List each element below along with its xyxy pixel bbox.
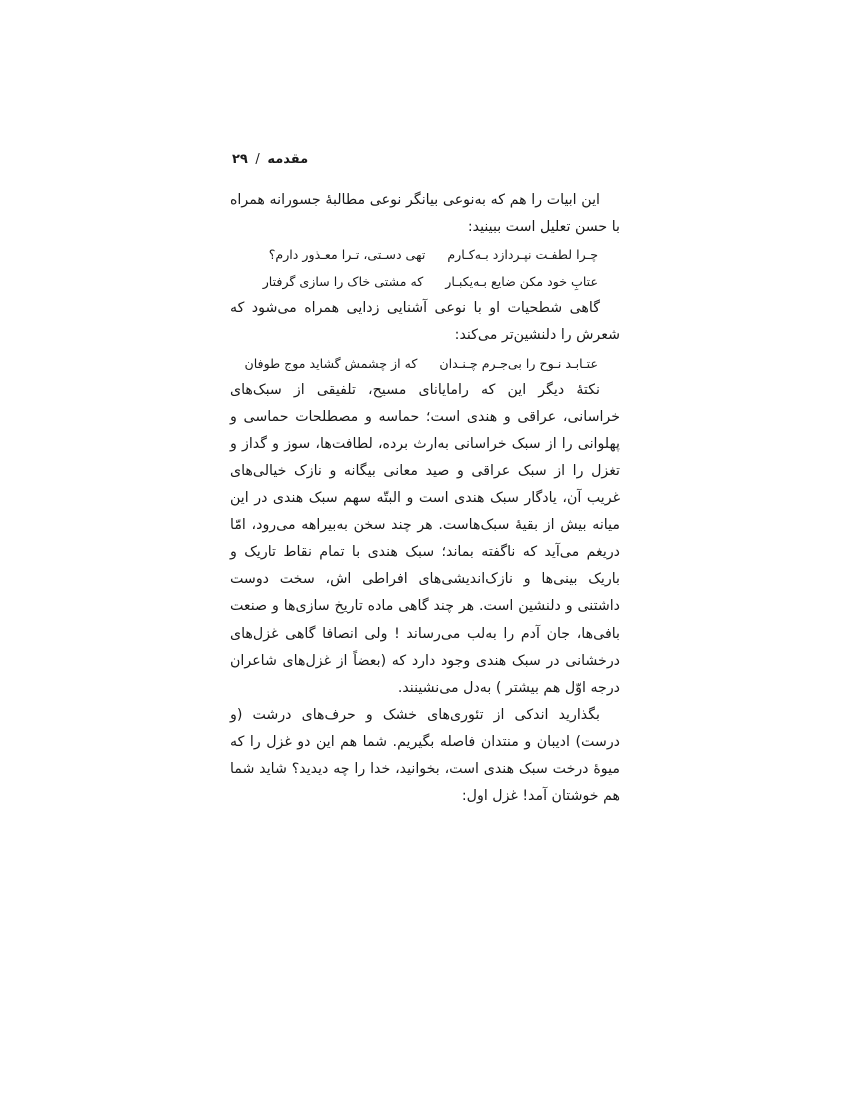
verse-2-first-hemistich: عتابِ خود مکن ضایع بـه‌یکبـار	[445, 274, 598, 290]
header-separator: /	[255, 152, 260, 167]
verse-3-first-hemistich: عتـابـد نـوح را بی‌جـرم چـنـدان	[439, 355, 598, 371]
paragraph-1: این ابیات را هم که به‌نوعی بیانگر نوعی مطالبهٔ جسورانه همراه با حسن تعلیل است ببینید:	[230, 192, 620, 236]
paragraph-4: بگذارید اندکی از تئوری‌های خشک و حرف‌های درشت (و درست) ادیبان و منتدان فاصله بگیریم. شما هم این دو غزل را که میوهٔ درخت سبک هندی است، بخوانید، خدا را چه دیدید؟ شاید شما هم خوشتان آمد! غزل اول:	[230, 706, 620, 805]
verse-2-second-hemistich: که مشتی خاک را سازی گرفتار	[262, 274, 424, 290]
page-header	[232, 150, 308, 170]
section-title: مقدمه	[267, 152, 309, 167]
paragraph-2: گاهی شطحیات او با نوعی آشنایی زدایی همراه می‌شود که شعرش را دلنشین‌تر می‌کند:	[230, 300, 620, 344]
verse-1-second-hemistich: تهی دسـتی، تـرا معـذور دارم؟	[268, 247, 426, 263]
page-number: ۲۹	[232, 152, 248, 167]
paragraph-3: نکتهٔ دیگر این که رامایانای مسیح، تلفیقی از سبک‌های خراسانی، عراقی و هندی است؛ حماسه و مصطلحات حماسی و پهلوانی را از سبک خراسانی به‌ارث برده، لطافت‌ها، سوز و گداز و تغزل را از سبک عراقی و صید معانی بیگانه و نازک خیالی‌های غریب آن، یادگار سبک هندی است و البتّه سهم سبک هندی در این میانه بیش از بقیهٔ سبک‌هاست. هر چند سخن به‌بیراهه می‌رود، امّا دریغم می‌آید که ناگفته بماند؛ سبک هندی با تمام نقاط تاریک و باریک بینی‌ها و نازک‌اندیشی‌های افراطی اش، سخت دوست داشتنی و دلنشین است. هر چند گاهی ماده تاریخ سازی‌ها و صنعت بافی‌ها، جان آدم را به‌لب می‌رساند ! ولی انصافا گاهی غزل‌های درخشانی در سبک هندی وجود دارد که (بعضاً از غزل‌های شاعران درجه اوّل هم بیشتر ) به‌دل می‌نشینند.	[230, 381, 620, 696]
body-text	[230, 187, 620, 810]
verse-3-second-hemistich: که از چشمش گشاید موج طوفان	[244, 355, 418, 371]
verse-1	[230, 241, 620, 268]
verse-1-first-hemistich: چـرا لطفـت نپـردازد بـه‌کـارم	[447, 247, 598, 263]
verse-2	[230, 268, 620, 295]
verse-3	[230, 350, 620, 377]
